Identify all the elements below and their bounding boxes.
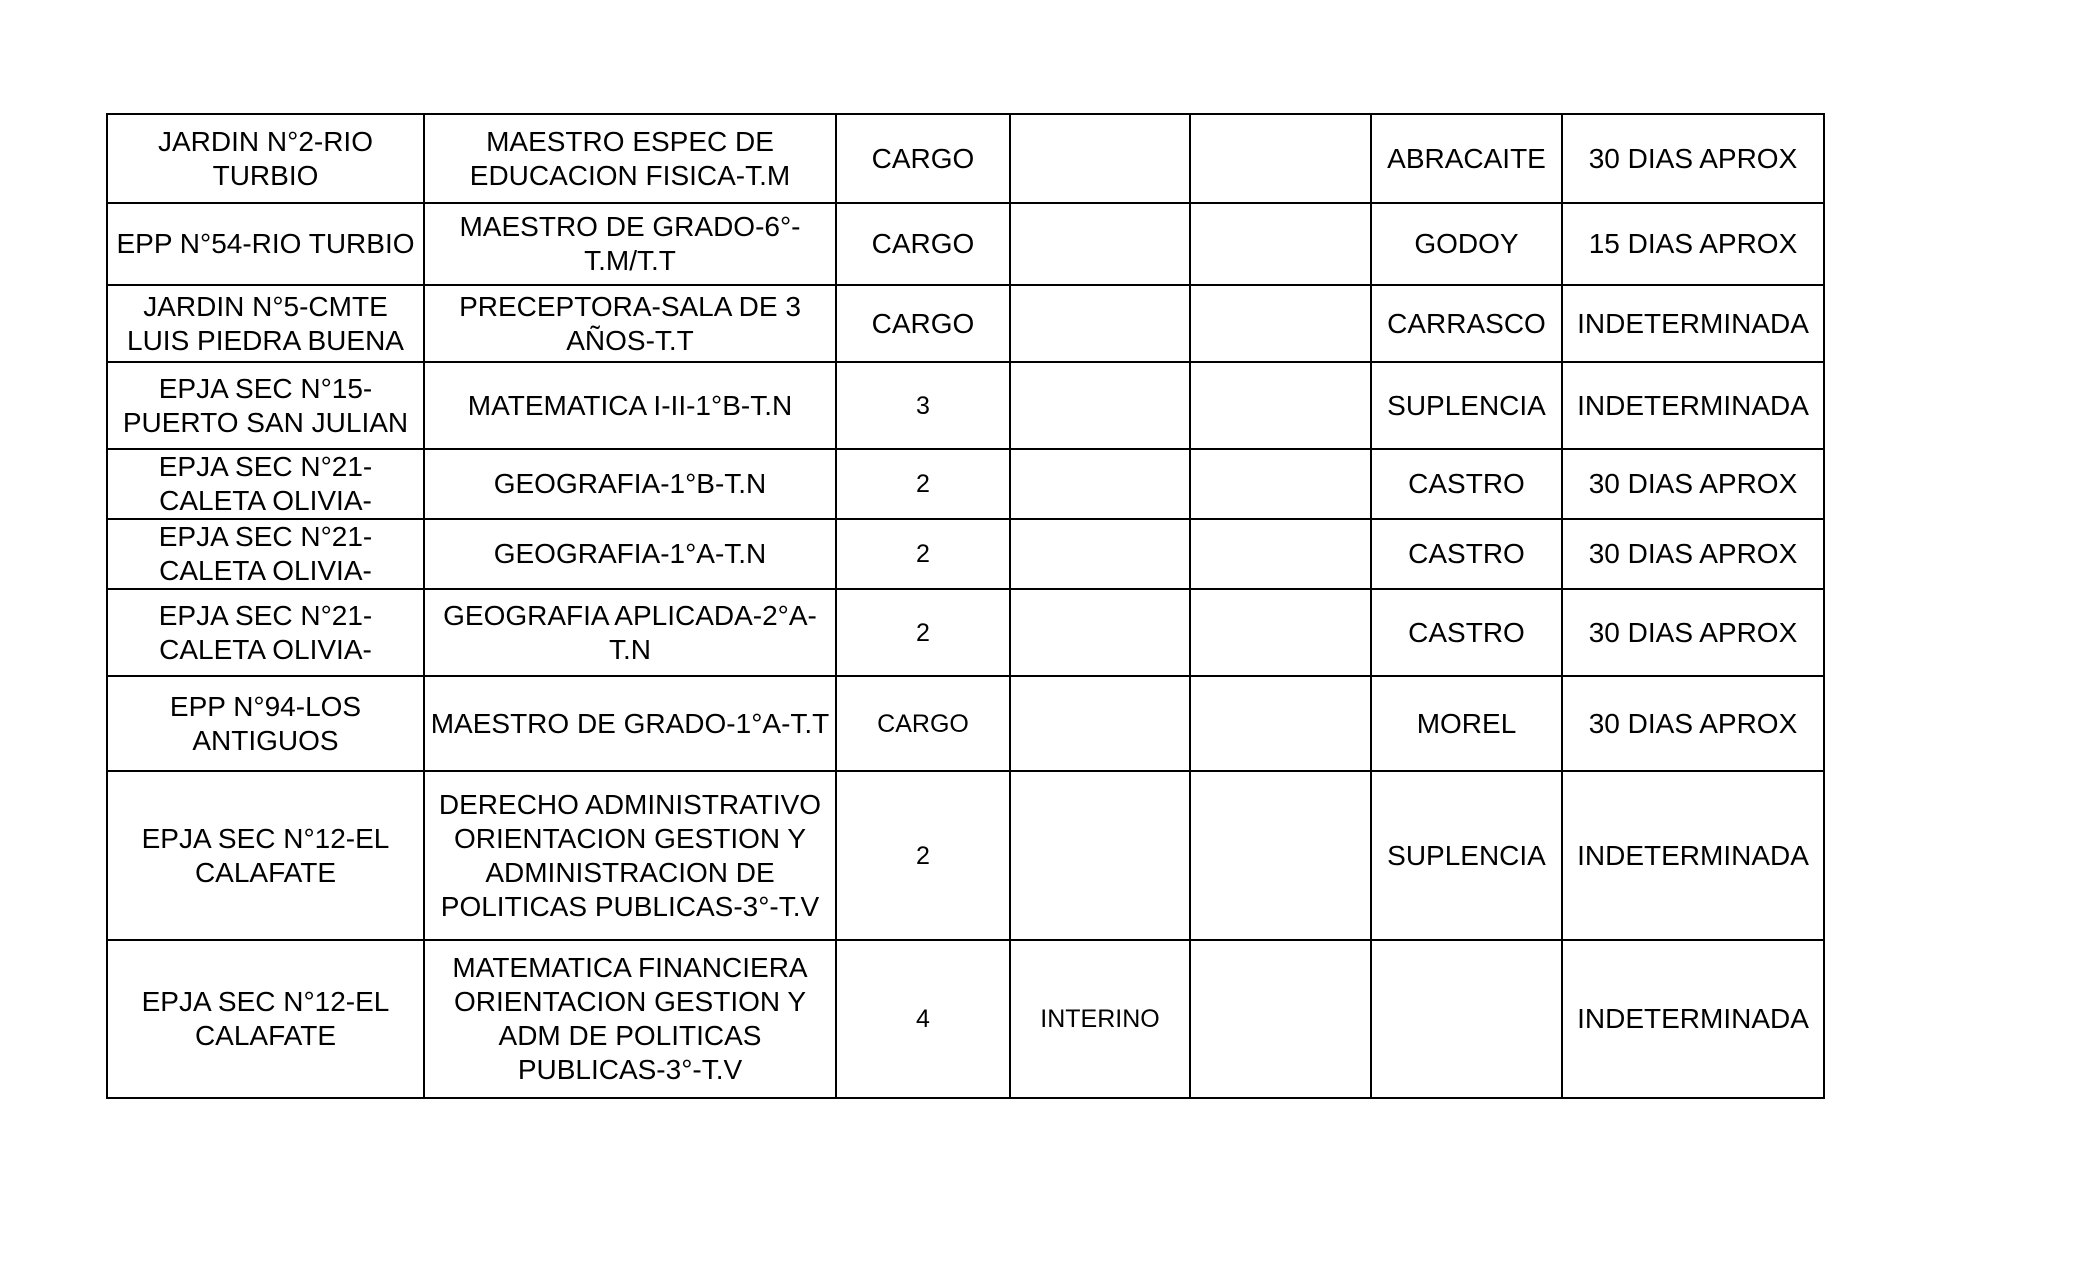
status-cell bbox=[1010, 203, 1190, 285]
status-cell bbox=[1010, 589, 1190, 676]
status-cell bbox=[1010, 519, 1190, 589]
duration-cell: 15 DIAS APROX bbox=[1562, 203, 1824, 285]
teacher-cell bbox=[1371, 940, 1562, 1098]
position-cell: GEOGRAFIA-1°B-T.N bbox=[424, 449, 836, 519]
position-cell: DERECHO ADMINISTRATIVO ORIENTACION GESTION Y ADMINISTRACION DE POLITICAS PUBLICAS-3°-T.V bbox=[424, 771, 836, 940]
status-cell bbox=[1010, 362, 1190, 449]
table-row bbox=[107, 285, 1824, 362]
duration-cell: 30 DIAS APROX bbox=[1562, 449, 1824, 519]
teacher-cell: CARRASCO bbox=[1371, 285, 1562, 362]
table-row bbox=[107, 362, 1824, 449]
status-cell bbox=[1010, 114, 1190, 203]
status-cell: INTERINO bbox=[1010, 940, 1190, 1098]
position-cell: GEOGRAFIA-1°A-T.N bbox=[424, 519, 836, 589]
table-row bbox=[107, 114, 1824, 203]
school-cell: JARDIN N°2-RIO TURBIO bbox=[107, 114, 424, 203]
duration-cell: 30 DIAS APROX bbox=[1562, 589, 1824, 676]
status-cell bbox=[1010, 449, 1190, 519]
hours-cell: 2 bbox=[836, 449, 1010, 519]
empty-cell bbox=[1190, 203, 1371, 285]
status-cell bbox=[1010, 285, 1190, 362]
position-cell: MATEMATICA I-II-1°B-T.N bbox=[424, 362, 836, 449]
empty-cell bbox=[1190, 519, 1371, 589]
school-cell: JARDIN N°5-CMTE LUIS PIEDRA BUENA bbox=[107, 285, 424, 362]
empty-cell bbox=[1190, 449, 1371, 519]
hours-cell: 2 bbox=[836, 589, 1010, 676]
hours-cell: 2 bbox=[836, 519, 1010, 589]
empty-cell bbox=[1190, 676, 1371, 771]
school-cell: EPJA SEC N°12-EL CALAFATE bbox=[107, 771, 424, 940]
table-row bbox=[107, 449, 1824, 519]
duration-cell: 30 DIAS APROX bbox=[1562, 114, 1824, 203]
empty-cell bbox=[1190, 362, 1371, 449]
duration-cell: INDETERMINADA bbox=[1562, 362, 1824, 449]
position-cell: MAESTRO DE GRADO-6°-T.M/T.T bbox=[424, 203, 836, 285]
table-row bbox=[107, 676, 1824, 771]
school-cell: EPJA SEC N°15-PUERTO SAN JULIAN bbox=[107, 362, 424, 449]
empty-cell bbox=[1190, 285, 1371, 362]
teacher-cell: CASTRO bbox=[1371, 519, 1562, 589]
duration-cell: 30 DIAS APROX bbox=[1562, 676, 1824, 771]
table-row bbox=[107, 203, 1824, 285]
school-cell: EPJA SEC N°12-EL CALAFATE bbox=[107, 940, 424, 1098]
duration-cell: INDETERMINADA bbox=[1562, 771, 1824, 940]
empty-cell bbox=[1190, 940, 1371, 1098]
status-cell bbox=[1010, 771, 1190, 940]
teacher-cell: GODOY bbox=[1371, 203, 1562, 285]
hours-cell: CARGO bbox=[836, 203, 1010, 285]
hours-cell: 4 bbox=[836, 940, 1010, 1098]
empty-cell bbox=[1190, 771, 1371, 940]
hours-cell: 2 bbox=[836, 771, 1010, 940]
school-cell: EPP N°54-RIO TURBIO bbox=[107, 203, 424, 285]
teacher-cell: SUPLENCIA bbox=[1371, 771, 1562, 940]
school-cell: EPJA SEC N°21-CALETA OLIVIA- bbox=[107, 589, 424, 676]
position-cell: MATEMATICA FINANCIERA ORIENTACION GESTION Y ADM DE POLITICAS PUBLICAS-3°-T.V bbox=[424, 940, 836, 1098]
position-cell: MAESTRO ESPEC DE EDUCACION FISICA-T.M bbox=[424, 114, 836, 203]
empty-cell bbox=[1190, 589, 1371, 676]
hours-cell: CARGO bbox=[836, 285, 1010, 362]
empty-cell bbox=[1190, 114, 1371, 203]
table-row bbox=[107, 940, 1824, 1098]
table-row bbox=[107, 771, 1824, 940]
position-cell: PRECEPTORA-SALA DE 3 AÑOS-T.T bbox=[424, 285, 836, 362]
duration-cell: INDETERMINADA bbox=[1562, 940, 1824, 1098]
school-cell: EPJA SEC N°21-CALETA OLIVIA- bbox=[107, 519, 424, 589]
duration-cell: 30 DIAS APROX bbox=[1562, 519, 1824, 589]
school-cell: EPJA SEC N°21-CALETA OLIVIA- bbox=[107, 449, 424, 519]
hours-cell: 3 bbox=[836, 362, 1010, 449]
teacher-cell: SUPLENCIA bbox=[1371, 362, 1562, 449]
table-row bbox=[107, 519, 1824, 589]
position-cell: GEOGRAFIA APLICADA-2°A-T.N bbox=[424, 589, 836, 676]
status-cell bbox=[1010, 676, 1190, 771]
teacher-cell: CASTRO bbox=[1371, 589, 1562, 676]
hours-cell: CARGO bbox=[836, 676, 1010, 771]
position-cell: MAESTRO DE GRADO-1°A-T.T bbox=[424, 676, 836, 771]
teacher-cell: CASTRO bbox=[1371, 449, 1562, 519]
hours-cell: CARGO bbox=[836, 114, 1010, 203]
teacher-cell: MOREL bbox=[1371, 676, 1562, 771]
vacancy-table bbox=[106, 113, 1825, 1099]
duration-cell: INDETERMINADA bbox=[1562, 285, 1824, 362]
teacher-cell: ABRACAITE bbox=[1371, 114, 1562, 203]
school-cell: EPP N°94-LOS ANTIGUOS bbox=[107, 676, 424, 771]
table-row bbox=[107, 589, 1824, 676]
